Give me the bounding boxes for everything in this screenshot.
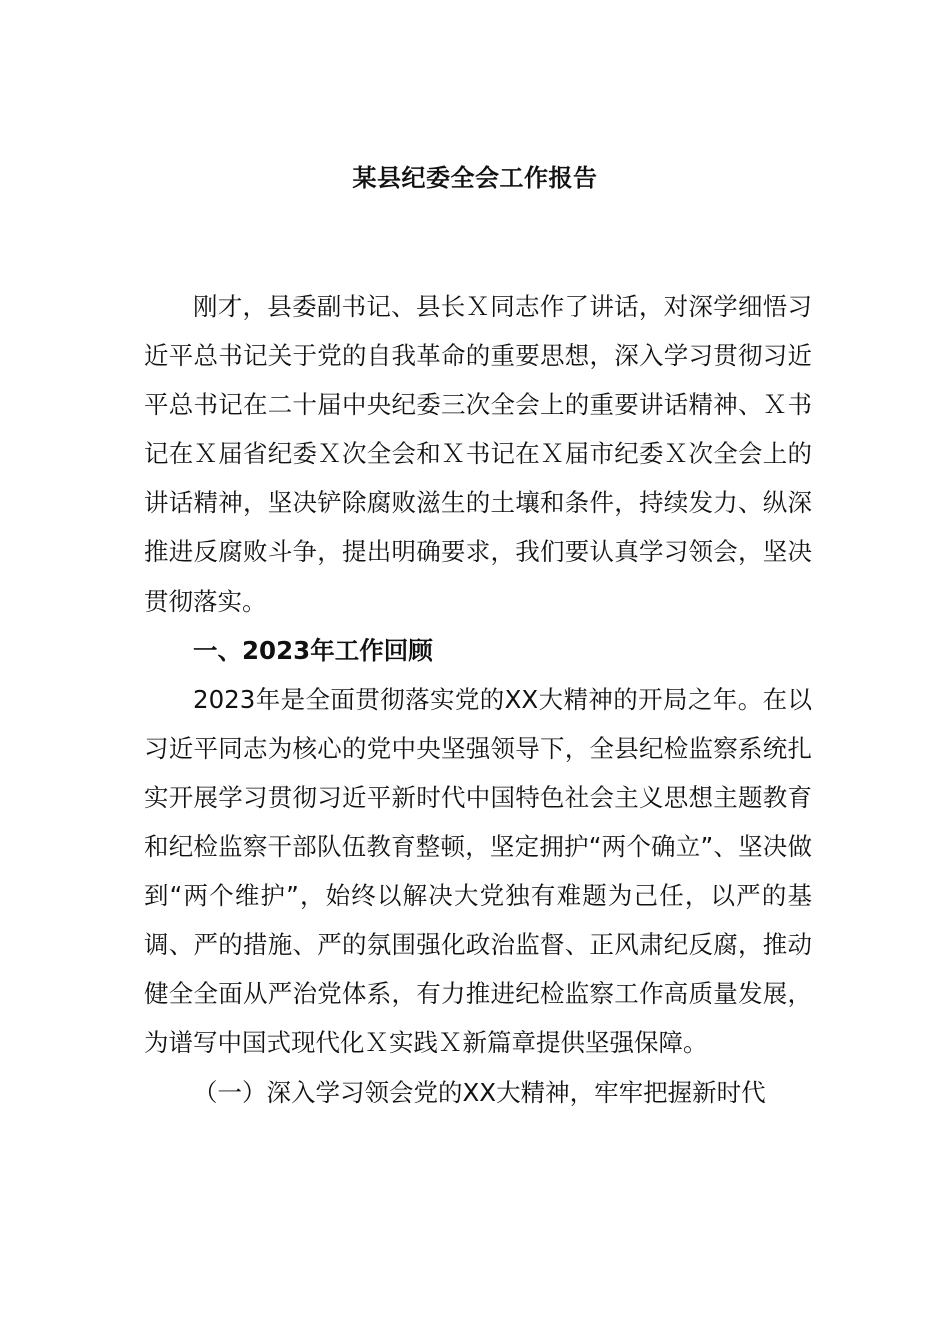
section-heading: 一、2023年工作回顾 (193, 635, 433, 665)
review-paragraph: 2023年是全面贯彻落实党的XX大精神的开局之年。在以习近平同志为核心的党中央坚强领导下，全县纪检监察系统扎实开展学习贯彻习近平新时代中国特色社会主义思想主题教育和纪检监察干部队伍教育整顿，坚定拥护“两个确立”、坚决做到“两个维护”，始终以解决大党独有难题为己任，以严的基调、严的措施、严的氛围强化政治监督、正风肃纪反腐，推动健全全面从严治党体系，有力推进纪检监察工作高质量发展，为谱写中国式现代化Ｘ实践Ｘ新篇章提供坚强保障。 (144, 684, 812, 1058)
intro-paragraph: 刚才，县委副书记、县长Ｘ同志作了讲话，对深学细悟习近平总书记关于党的自我革命的重要思想，深入学习贯彻习近平总书记在二十届中央纪委三次全会上的重要讲话精神、Ｘ书记在Ｘ届省纪委Ｘ次全会和Ｘ书记在Ｘ届市纪委Ｘ次全会上的讲话精神，坚决铲除腐败滋生的土壤和条件，持续发力、纵深推进反腐败斗争，提出明确要求，我们要认真学习领会，坚决贯彻落实。 (144, 292, 812, 616)
document-title: 某县纪委全会工作报告 (352, 164, 598, 192)
subsection-paragraph: （一）深入学习领会党的XX大精神，牢牢把握新时代 (193, 1077, 766, 1107)
document-body (144, 282, 812, 1117)
